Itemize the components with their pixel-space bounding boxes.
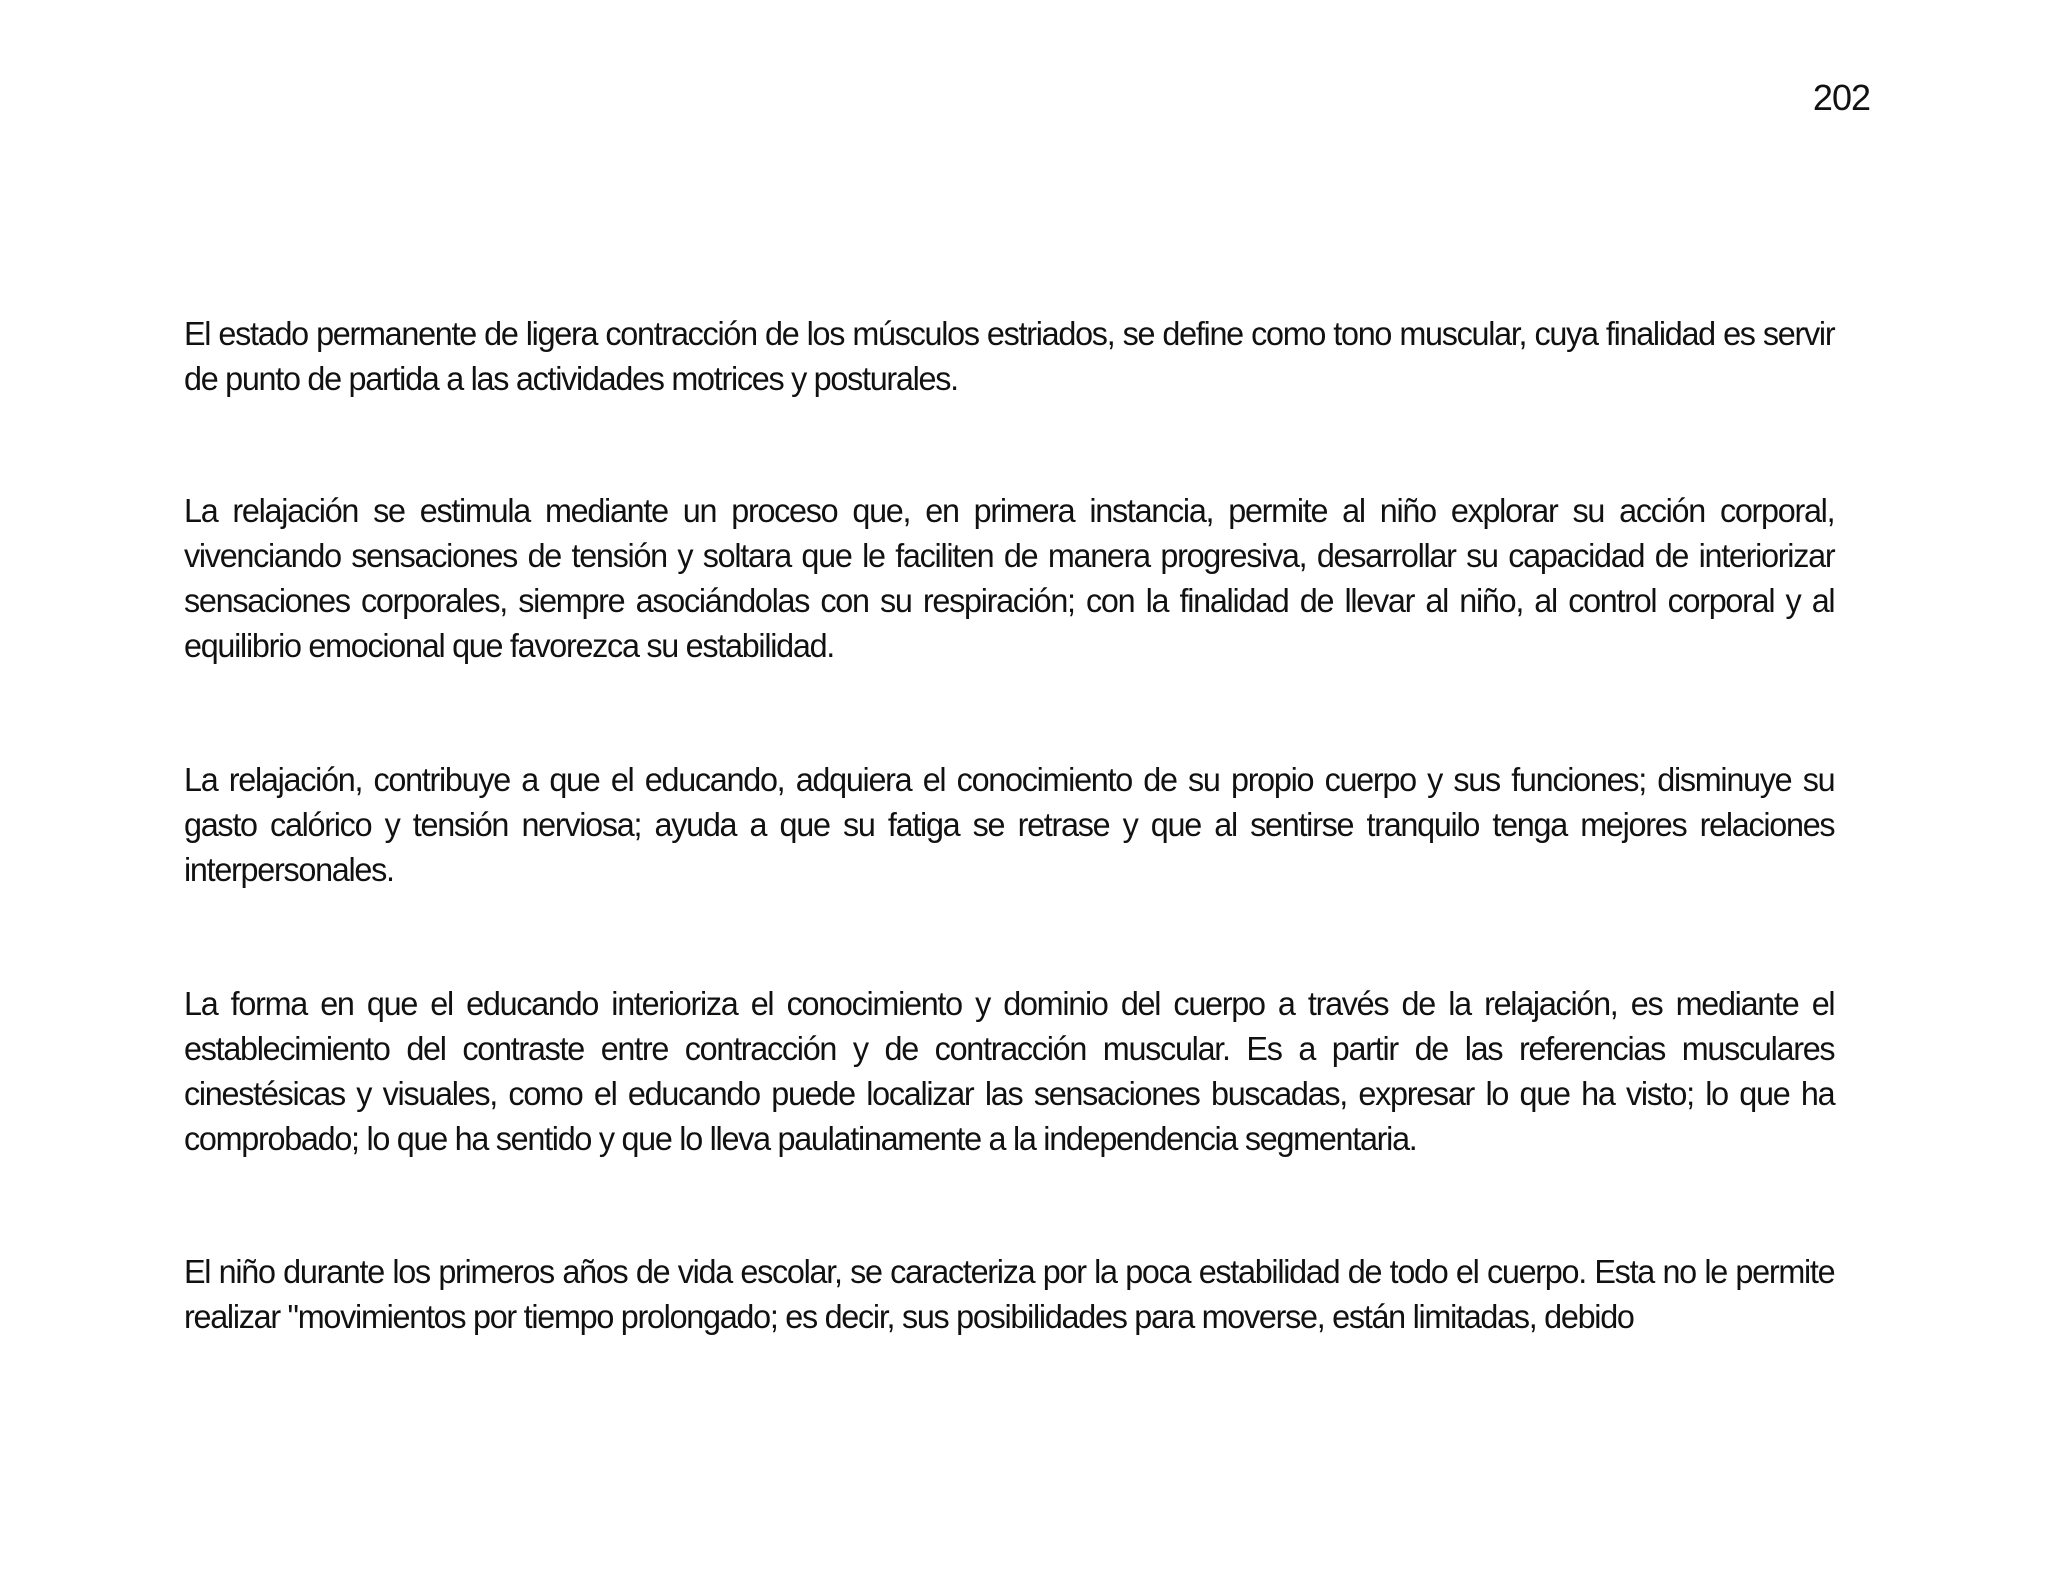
paragraph-relaxation-benefits: La relajación, contribuye a que el educando, adquiera el conocimiento de su propio cuerpo y sus funciones; disminuye su gasto calórico y tensión nerviosa; ayuda a que su fatiga se retrase y que al sentirse tranquilo tenga mejores relaciones interpersonales. [184,761,1835,888]
paragraph-relaxation-process: La relajación se estimula mediante un proceso que, en primera instancia, permite al niño explorar su acción corporal, vivenciando sensaciones de tensión y soltara que le faciliten de manera progresiva, desarrollar su capacidad de interiorizar sensaciones corporales, siempre asociándolas con su respiración; con la finalidad de llevar al niño, al control corporal y al equilibrio emocional que favorezca su estabilidad. [184,492,1835,664]
document-body [184,311,1868,1339]
paragraph-body-awareness: La forma en que el educando interioriza el conocimiento y dominio del cuerpo a través de la relajación, es mediante el establecimiento del contraste entre contracción y de contracción muscular. Es a partir de las referencias musculares cinestésicas y visuales, como el educando puede localizar las sensaciones buscadas, expresar lo que ha visto; lo que ha comprobado; lo que ha sentido y que lo lleva paulatinamente a la independencia segmentaria. [184,985,1835,1157]
paragraph-child-stability: El niño durante los primeros años de vida escolar, se caracteriza por la poca estabilidad de todo el cuerpo. Esta no le permite realizar "movimientos por tiempo prolongado; es decir, sus posibilidades para moverse, están limitadas, debido [184,1253,1835,1335]
paragraph-muscle-tone: El estado permanente de ligera contracción de los músculos estriados, se define como tono muscular, cuya finalidad es servir de punto de partida a las actividades motrices y posturales. [184,315,1835,397]
page-number: 202 [1812,77,1870,118]
